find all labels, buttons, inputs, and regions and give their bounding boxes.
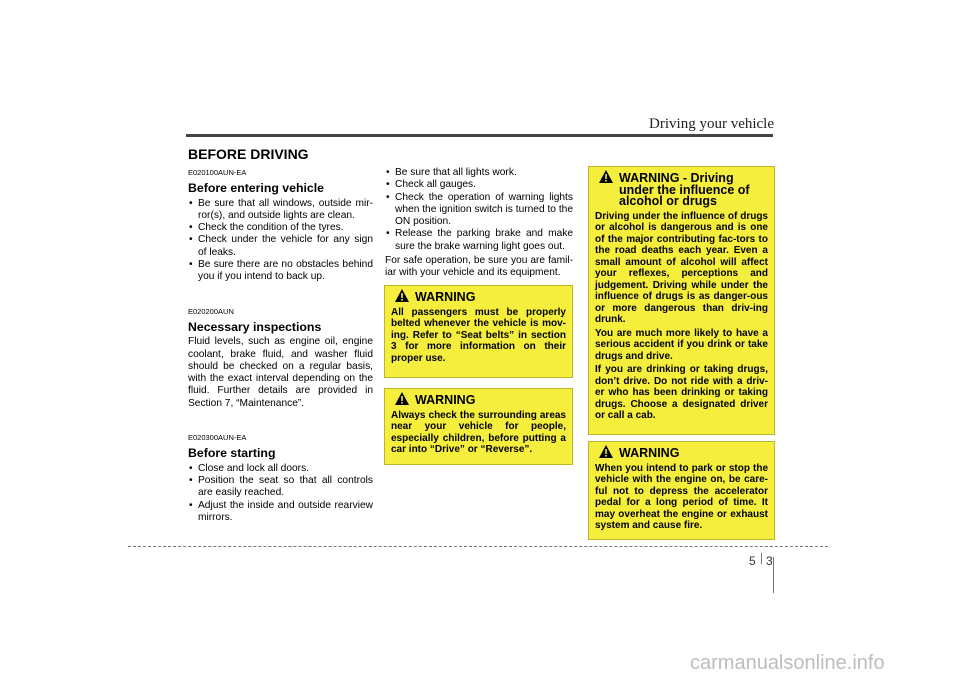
section-code: E020100AUN-EA [188, 168, 247, 177]
paragraph-safe-operation: For safe operation, be sure you are famil-iar with your vehicle and its equipment. [385, 255, 573, 279]
column-middle [385, 167, 573, 280]
warning-title: WARNING [391, 292, 566, 304]
page-number-separator [761, 553, 762, 564]
warning-box-engine-overheat [588, 441, 775, 540]
chapter-number: 5 [749, 554, 756, 568]
list-before-entering [188, 198, 373, 284]
section-code: E020200AUN [188, 306, 234, 316]
warning-box-surroundings [384, 388, 573, 465]
list-item: • Be sure there are no obstacles behind you if you intend to back up. [188, 259, 373, 284]
list-item: • Release the parking brake and make sure the brake warning light goes out. [385, 228, 573, 253]
paragraph-inspections: Fluid levels, such as engine oil, engine coolant, brake fluid, and washer fluid should be checked on a regular basis, with the exact interval depending on the fluid. Further details are provided in Section 7, “Maintenance”. [188, 336, 373, 409]
footer-vertical-rule [773, 557, 774, 593]
warning-title: WARNING [595, 448, 768, 460]
list-checks [385, 167, 573, 253]
heading-necessary-inspections: Necessary inspections [188, 319, 322, 334]
warning-text: Driving under the influence of drugs or alcohol is dangerous and is one of the major contributing fac-tors to the road deaths each year. Even a small amount of alcohol will affect your reflexes, perceptions and judgement. Driving while under the influence of drugs is as danger-ous or more dangerous than driv-ing drunk. [595, 210, 768, 325]
warning-triangle-icon [599, 170, 613, 183]
warning-text: Always check the surrounding areas near your vehicle for people, especially children, before putting a car into “Drive” or “Reverse”. [391, 409, 566, 455]
list-item: • Be sure that all windows, outside mir-ror(s), and outside lights are clean. [188, 198, 373, 223]
warning-box-alcohol-drugs [588, 166, 775, 435]
running-header: Driving your vehicle [649, 116, 774, 132]
list-item: • Adjust the inside and outside rearview mirrors. [188, 500, 373, 525]
warning-text: All passengers must be properly belted whenever the vehicle is mov-ing. Refer to “Seat belts” in section 3 for more information on their proper use. [391, 306, 566, 364]
warning-box-seat-belts [384, 285, 573, 378]
section-title: BEFORE DRIVING [188, 146, 309, 162]
page-number: 3 [766, 554, 773, 568]
list-item: • Check under the vehicle for any sign of leaks. [188, 234, 373, 259]
warning-text: When you intend to park or stop the vehicle with the engine on, be care-ful not to depress the accelerator pedal for a long period of time. It may overheat the engine or exhaust system and cause fire. [595, 462, 768, 531]
footer-dashed-rule [128, 546, 828, 547]
heading-before-entering: Before entering vehicle [188, 181, 324, 196]
warning-triangle-icon [395, 392, 409, 405]
list-item: • Position the seat so that all controls are easily reached. [188, 475, 373, 500]
list-item: • Be sure that all lights work. [385, 167, 573, 179]
list-item: • Check the operation of warning lights when the ignition switch is turned to the ON position. [385, 192, 573, 229]
warning-text: You are much more likely to have a serious accident if you drink or take drugs and drive. [595, 327, 768, 362]
watermark: carmanualsonline.info [690, 652, 885, 674]
warning-title: WARNING - Driving under the influence of alcohol or drugs [595, 173, 768, 208]
warning-triangle-icon [599, 445, 613, 458]
warning-title: WARNING [391, 395, 566, 407]
list-item: • Close and lock all doors. [188, 463, 373, 475]
heading-before-starting: Before starting [188, 446, 276, 461]
list-before-starting [188, 463, 373, 524]
list-item: • Check the condition of the tyres. [188, 222, 373, 234]
header-rule [186, 134, 773, 137]
column-left [188, 167, 373, 524]
warning-triangle-icon [395, 289, 409, 302]
section-code: E020300AUN-EA [188, 433, 247, 443]
list-item: • Check all gauges. [385, 179, 573, 191]
warning-text: If you are drinking or taking drugs, don’t drive. Do not ride with a driv-er who has been drinking or taking drugs. Choose a designated driver or call a cab. [595, 364, 768, 421]
